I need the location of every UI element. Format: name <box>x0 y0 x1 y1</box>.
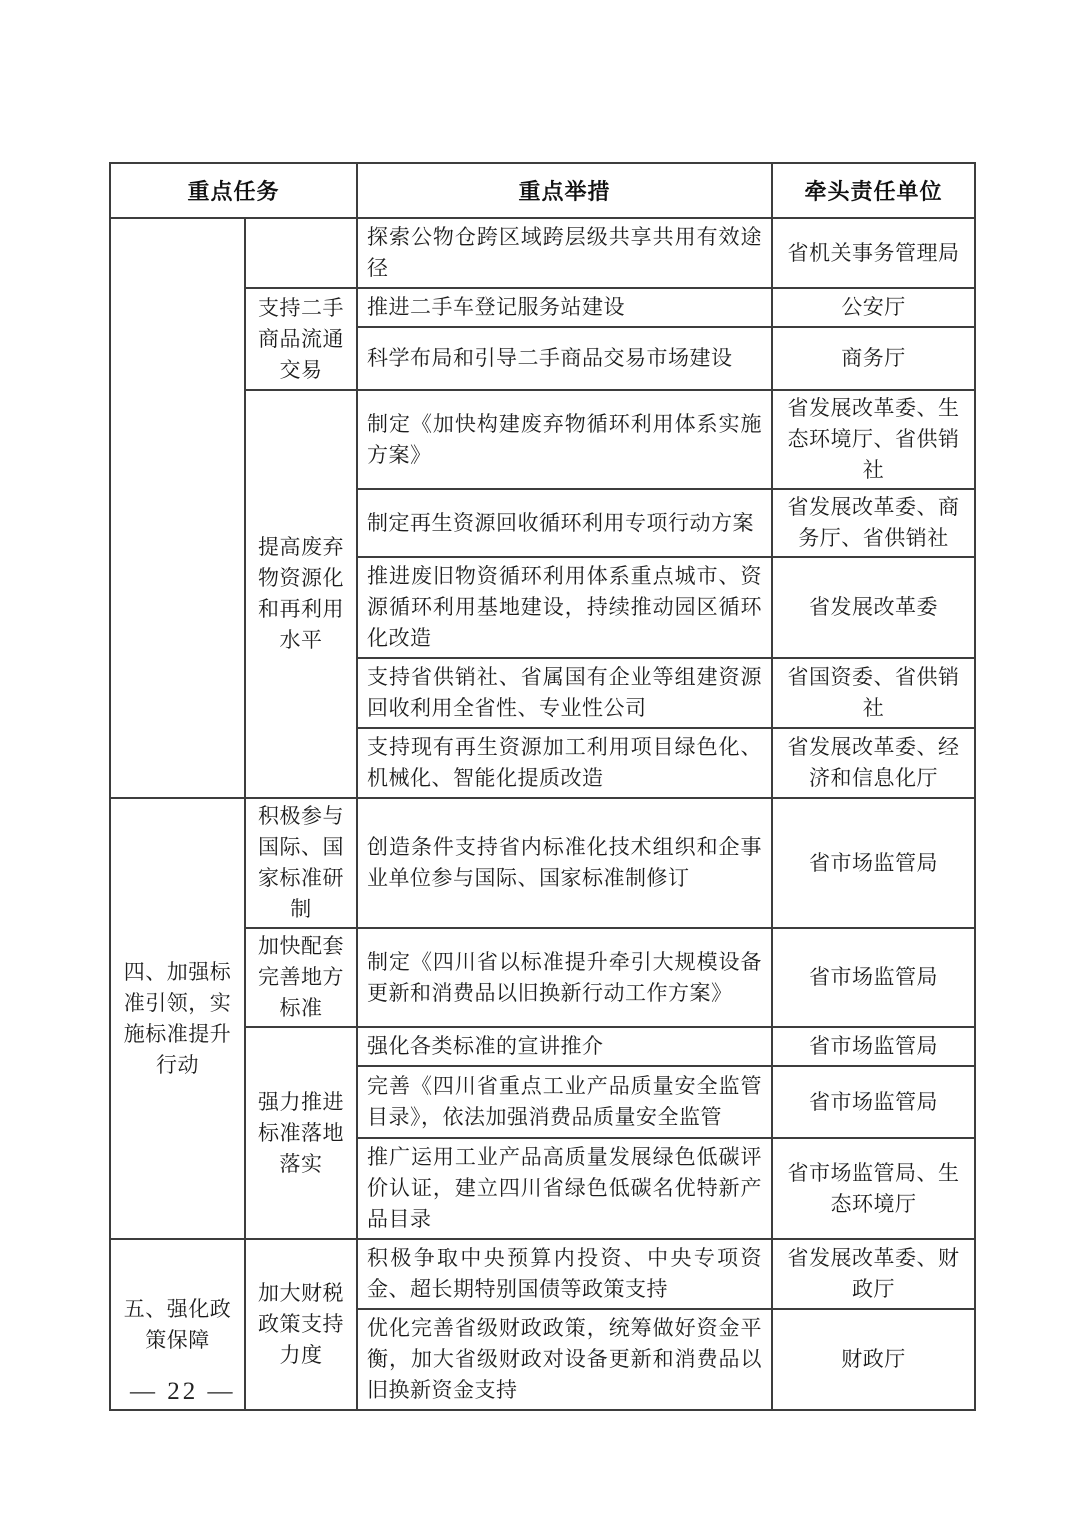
unit-cell: 省发展改革委、财政厅 <box>772 1239 975 1309</box>
measure-cell: 支持省供销社、省属国有企业等组建资源回收利用全省性、专业性公司 <box>357 658 772 728</box>
measure-cell: 推广运用工业产品高质量发展绿色低碳评价认证，建立四川省绿色低碳名优特新产品目录 <box>357 1138 772 1239</box>
measure-cell: 制定《四川省以标准提升牵引大规模设备更新和消费品以旧换新行动工作方案》 <box>357 928 772 1027</box>
subtask-cell: 加快配套完善地方标准 <box>245 928 357 1027</box>
measure-cell: 探索公物仓跨区域跨层级共享共用有效途径 <box>357 218 772 288</box>
unit-cell: 省市场监管局 <box>772 1027 975 1066</box>
task-cell-continued <box>110 218 245 798</box>
measure-cell: 推进废旧物资循环利用体系重点城市、资源循环利用基地建设，持续推动园区循环化改造 <box>357 557 772 658</box>
task-cell: 四、加强标准引领，实施标准提升行动 <box>110 798 245 1239</box>
measure-cell: 创造条件支持省内标准化技术组织和企事业单位参与国际、国家标准制修订 <box>357 798 772 928</box>
page-number: — 22 — <box>130 1378 236 1405</box>
unit-cell: 省发展改革委、商务厅、省供销社 <box>772 489 975 557</box>
col-header-measure: 重点举措 <box>357 163 772 218</box>
unit-cell: 公安厅 <box>772 288 975 327</box>
measure-cell: 积极争取中央预算内投资、中央专项资金、超长期特别国债等政策支持 <box>357 1239 772 1309</box>
table-row <box>110 1239 975 1309</box>
subtask-cell: 支持二手商品流通交易 <box>245 288 357 390</box>
subtask-cell: 提高废弃物资源化和再利用水平 <box>245 390 357 798</box>
unit-cell: 省市场监管局 <box>772 928 975 1027</box>
table-row <box>110 218 975 288</box>
key-tasks-table <box>109 162 976 1411</box>
measure-cell: 支持现有再生资源加工利用项目绿色化、机械化、智能化提质改造 <box>357 728 772 798</box>
measure-cell: 制定再生资源回收循环利用专项行动方案 <box>357 489 772 557</box>
task-cell: 五、强化政策保障 <box>110 1239 245 1410</box>
unit-cell: 省机关事务管理局 <box>772 218 975 288</box>
unit-cell: 省发展改革委、经济和信息化厅 <box>772 728 975 798</box>
unit-cell: 省市场监管局、生态环境厅 <box>772 1138 975 1239</box>
unit-cell: 商务厅 <box>772 327 975 390</box>
measure-cell: 科学布局和引导二手商品交易市场建设 <box>357 327 772 390</box>
unit-cell: 省发展改革委 <box>772 557 975 658</box>
unit-cell: 省发展改革委、生态环境厅、省供销社 <box>772 390 975 489</box>
unit-cell: 财政厅 <box>772 1309 975 1410</box>
unit-cell: 省市场监管局 <box>772 1066 975 1138</box>
measure-cell: 完善《四川省重点工业产品质量安全监管目录》，依法加强消费品质量安全监管 <box>357 1066 772 1138</box>
measure-cell: 制定《加快构建废弃物循环利用体系实施方案》 <box>357 390 772 489</box>
unit-cell: 省国资委、省供销社 <box>772 658 975 728</box>
col-header-unit: 牵头责任单位 <box>772 163 975 218</box>
table-header-row <box>110 163 975 218</box>
subtask-cell-continued <box>245 218 357 288</box>
col-header-task: 重点任务 <box>110 163 357 218</box>
table-row <box>110 798 975 928</box>
measure-cell: 优化完善省级财政政策，统筹做好资金平衡，加大省级财政对设备更新和消费品以旧换新资金支持 <box>357 1309 772 1410</box>
unit-cell: 省市场监管局 <box>772 798 975 928</box>
subtask-cell: 积极参与国际、国家标准研制 <box>245 798 357 928</box>
measure-cell: 强化各类标准的宣讲推介 <box>357 1027 772 1066</box>
subtask-cell: 加大财税政策支持力度 <box>245 1239 357 1410</box>
measure-cell: 推进二手车登记服务站建设 <box>357 288 772 327</box>
subtask-cell: 强力推进标准落地落实 <box>245 1027 357 1239</box>
